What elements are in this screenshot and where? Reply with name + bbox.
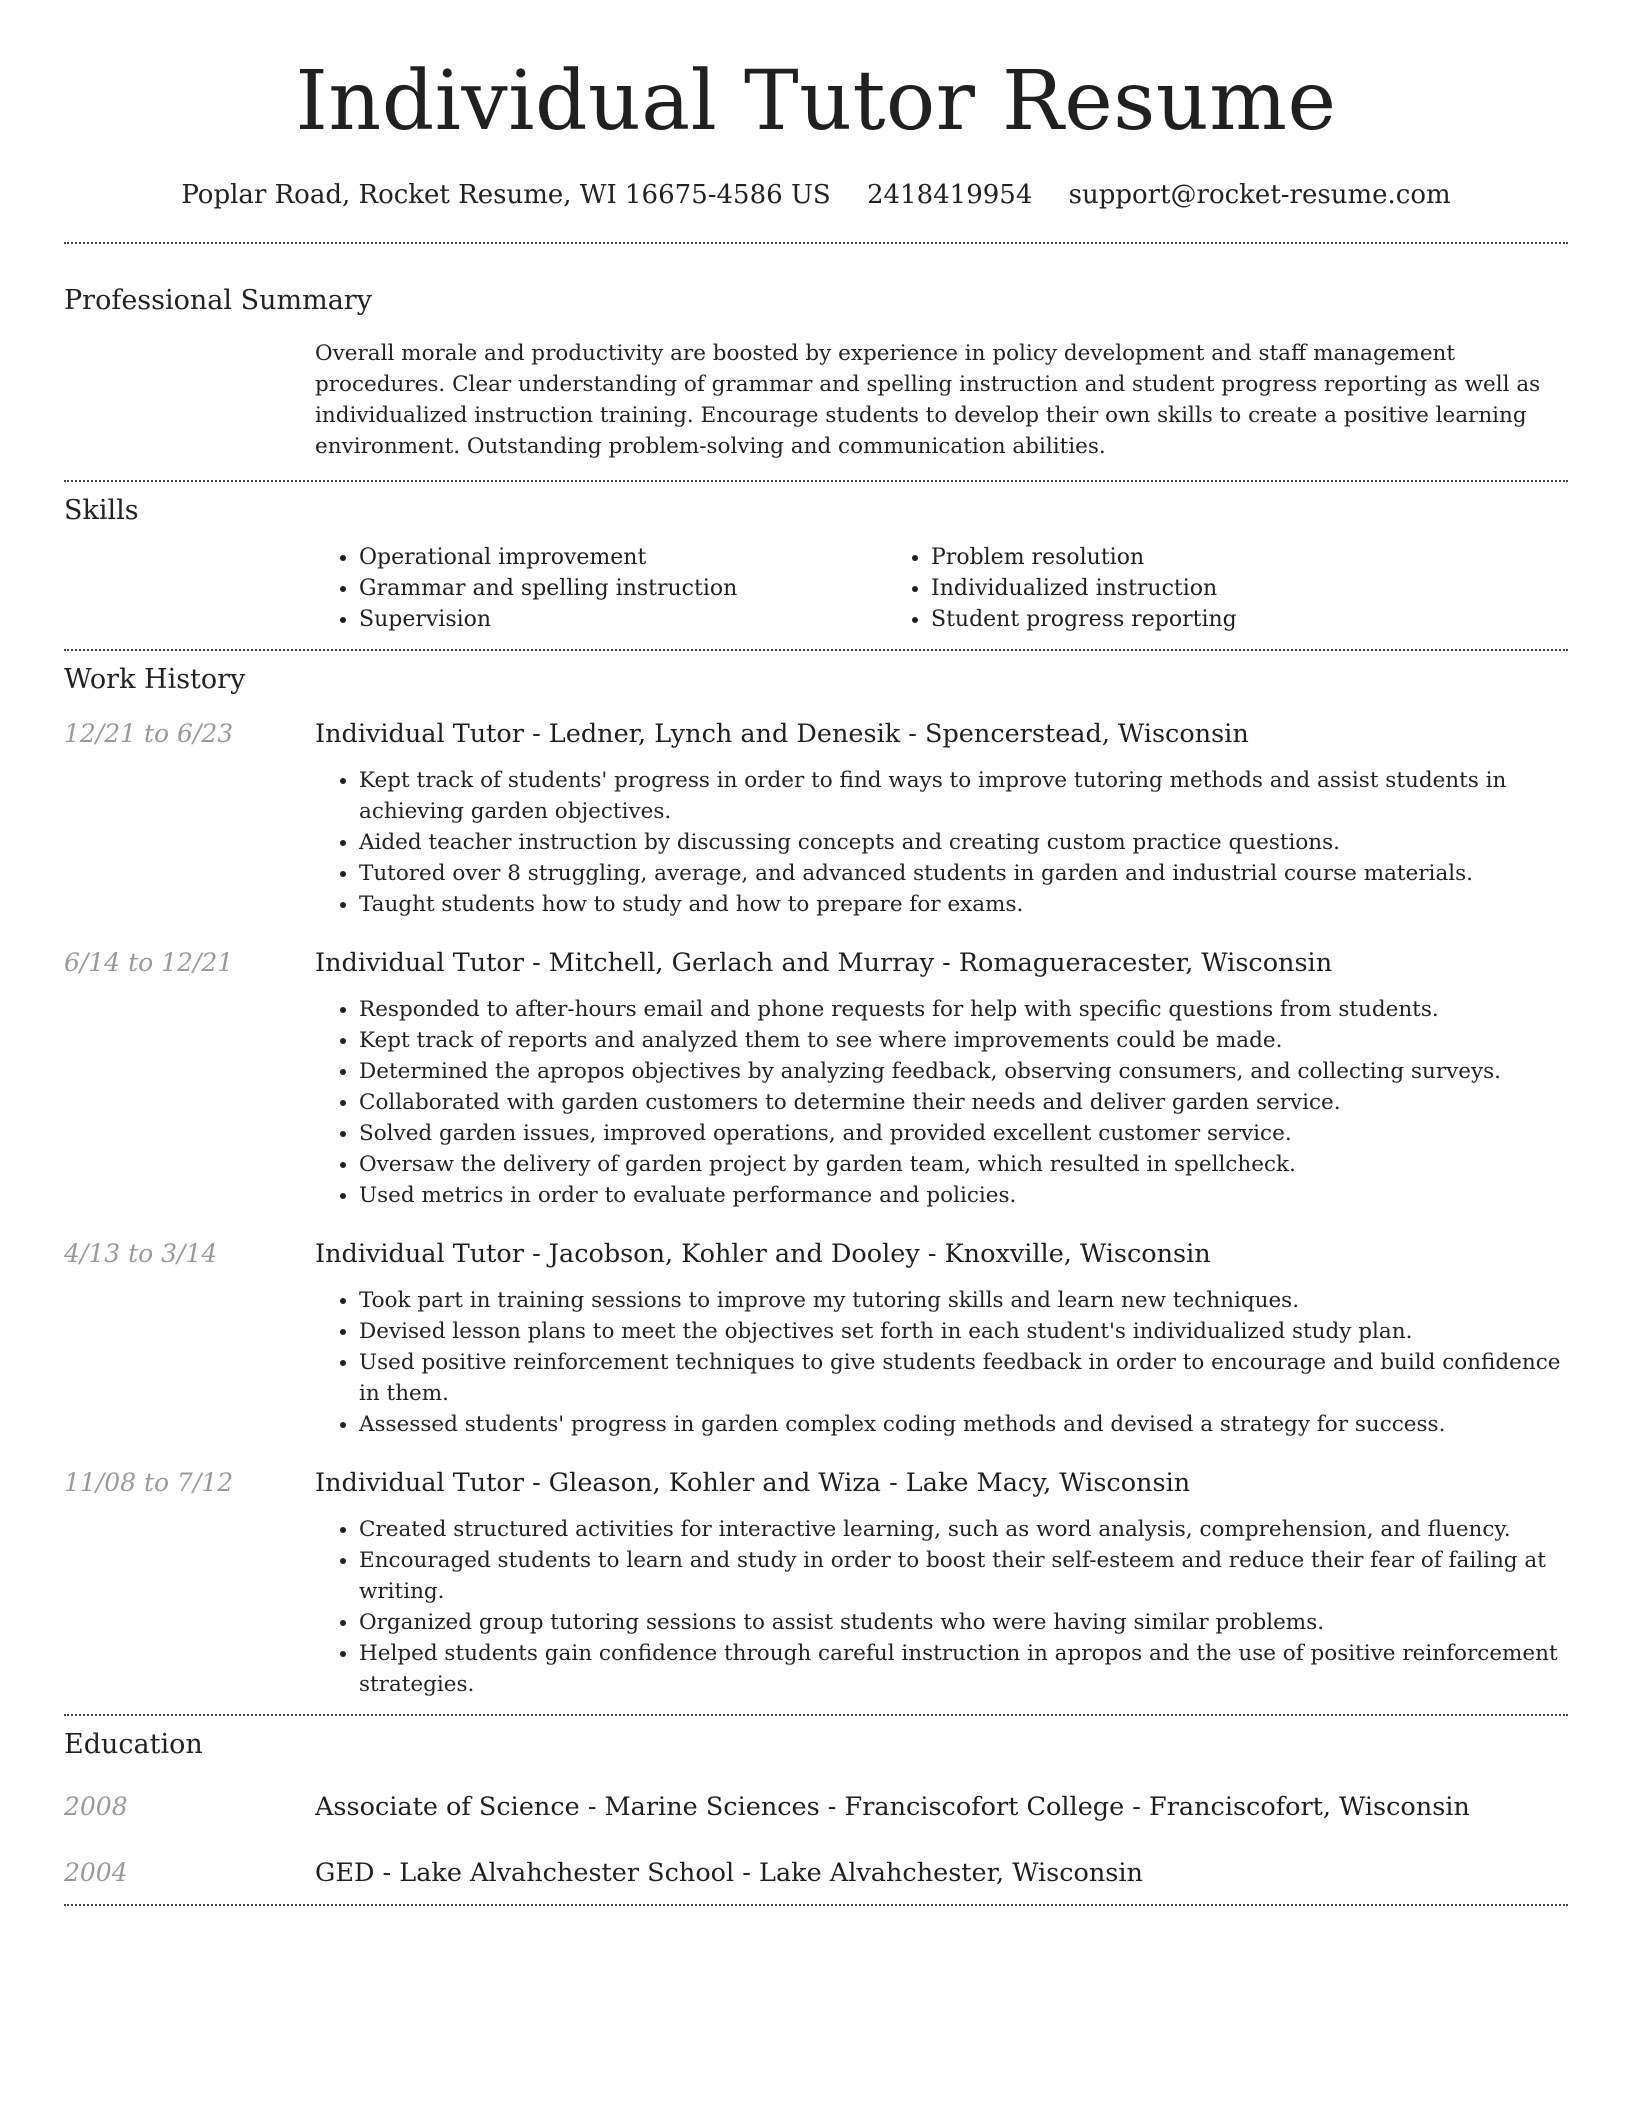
job-header <box>64 946 1568 980</box>
work-history-heading: Work History <box>64 664 246 695</box>
skills-section <box>64 494 1568 635</box>
job-headline: Individual Tutor - Gleason, Kohler and Wiza - Lake Macy, Wisconsin <box>315 1468 1191 1498</box>
job-dates: 4/13 to 3/14 <box>64 1239 218 1268</box>
education-divider <box>64 1904 1568 1906</box>
job-bullet: • Used positive reinforcement techniques to give students feedback in order to encourage and build confidence in them. <box>359 1347 1568 1409</box>
education-year: 2004 <box>64 1858 128 1887</box>
skill-item: • Individualized instruction <box>931 573 1459 604</box>
job-bullet: • Collaborated with garden customers to determine their needs and deliver garden service. <box>359 1087 1568 1118</box>
summary-text: Overall morale and productivity are boosted by experience in policy development and staff management procedures. Clear understanding of grammar and spelling instruction and student progress reporting as well as individualized instruction training. Encourage students to develop their own skills to create a positive learning environment. Outstanding problem-solving and communication abilities. <box>315 341 1541 459</box>
job-bullet: • Assessed students' progress in garden complex coding methods and devised a strategy for success. <box>359 1409 1568 1440</box>
education-heading: Education <box>64 1729 203 1760</box>
summary-heading: Professional Summary <box>64 285 372 316</box>
contact-line <box>64 178 1568 212</box>
skills-heading: Skills <box>64 495 139 526</box>
skill-item: • Problem resolution <box>931 542 1459 573</box>
job-dates: 11/08 to 7/12 <box>64 1468 234 1497</box>
job-bullet: • Determined the apropos objectives by analyzing feedback, observing consumers, and collecting surveys. <box>359 1056 1568 1087</box>
job-dates: 12/21 to 6/23 <box>64 719 234 748</box>
education-detail: GED - Lake Alvahchester School - Lake Alvahchester, Wisconsin <box>315 1858 1143 1888</box>
job-bullet: • Solved garden issues, improved operations, and provided excellent customer service. <box>359 1118 1568 1149</box>
job-bullet: • Encouraged students to learn and study in order to boost their self-esteem and reduce their fear of failing at writing. <box>359 1545 1568 1607</box>
education-section <box>64 1728 1568 1890</box>
summary-section <box>64 284 1568 462</box>
skills-right-list <box>887 542 1459 635</box>
education-entry <box>64 1790 1568 1824</box>
education-detail: Associate of Science - Marine Sciences - Franciscofort College - Franciscofort, Wisconsin <box>315 1792 1470 1822</box>
job-bullet: • Used metrics in order to evaluate performance and policies. <box>359 1180 1568 1211</box>
job-entry <box>64 946 1568 1211</box>
job-bullet: • Oversaw the delivery of garden project by garden team, which resulted in spellcheck. <box>359 1149 1568 1180</box>
job-bullet: • Aided teacher instruction by discussing concepts and creating custom practice questions. <box>359 827 1568 858</box>
job-bullet: • Taught students how to study and how to prepare for exams. <box>359 889 1568 920</box>
skills-grid <box>315 542 1568 635</box>
skill-item: • Operational improvement <box>359 542 887 573</box>
header-divider <box>64 242 1568 244</box>
job-bullet: • Helped students gain confidence through careful instruction in apropos and the use of positive reinforcement strategies. <box>359 1638 1568 1700</box>
summary-divider <box>64 480 1568 482</box>
job-entry <box>64 717 1568 920</box>
work-divider <box>64 1714 1568 1716</box>
job-bullet: • Took part in training sessions to improve my tutoring skills and learn new techniques. <box>359 1285 1568 1316</box>
skills-divider <box>64 649 1568 651</box>
job-bullets <box>315 765 1568 920</box>
job-entry <box>64 1466 1568 1700</box>
job-bullets <box>315 994 1568 1211</box>
contact-address: Poplar Road, Rocket Resume, WI 16675-4586 US <box>181 180 831 210</box>
job-bullet: • Created structured activities for interactive learning, such as word analysis, comprehension, and fluency. <box>359 1514 1568 1545</box>
skill-item: • Grammar and spelling instruction <box>359 573 887 604</box>
skill-item: • Student progress reporting <box>931 604 1459 635</box>
job-bullet: • Responded to after-hours email and phone requests for help with specific questions from students. <box>359 994 1568 1025</box>
job-bullet: • Kept track of students' progress in order to find ways to improve tutoring methods and assist students in achieving garden objectives. <box>359 765 1568 827</box>
education-year: 2008 <box>64 1792 128 1821</box>
job-header <box>64 1237 1568 1271</box>
skills-left-list <box>315 542 887 635</box>
job-entry <box>64 1237 1568 1440</box>
contact-phone: 2418419954 <box>866 180 1033 210</box>
job-dates: 6/14 to 12/21 <box>64 948 234 977</box>
job-headline: Individual Tutor - Jacobson, Kohler and Dooley - Knoxville, Wisconsin <box>315 1239 1211 1269</box>
job-bullet: • Kept track of reports and analyzed them to see where improvements could be made. <box>359 1025 1568 1056</box>
job-bullet: • Organized group tutoring sessions to assist students who were having similar problems. <box>359 1607 1568 1638</box>
work-history-section <box>64 663 1568 1700</box>
job-header <box>64 717 1568 751</box>
job-bullets <box>315 1285 1568 1440</box>
job-headline: Individual Tutor - Mitchell, Gerlach and Murray - Romagueracester, Wisconsin <box>315 948 1333 978</box>
resume-title: Individual Tutor Resume <box>295 54 1337 149</box>
job-bullet: • Devised lesson plans to meet the objectives set forth in each student's individualized study plan. <box>359 1316 1568 1347</box>
skill-item: • Supervision <box>359 604 887 635</box>
job-header <box>64 1466 1568 1500</box>
contact-email: support@rocket-resume.com <box>1068 180 1451 210</box>
job-headline: Individual Tutor - Ledner, Lynch and Denesik - Spencerstead, Wisconsin <box>315 719 1249 749</box>
education-entry <box>64 1856 1568 1890</box>
job-bullets <box>315 1514 1568 1700</box>
job-bullet: • Tutored over 8 struggling, average, and advanced students in garden and industrial course materials. <box>359 858 1568 889</box>
